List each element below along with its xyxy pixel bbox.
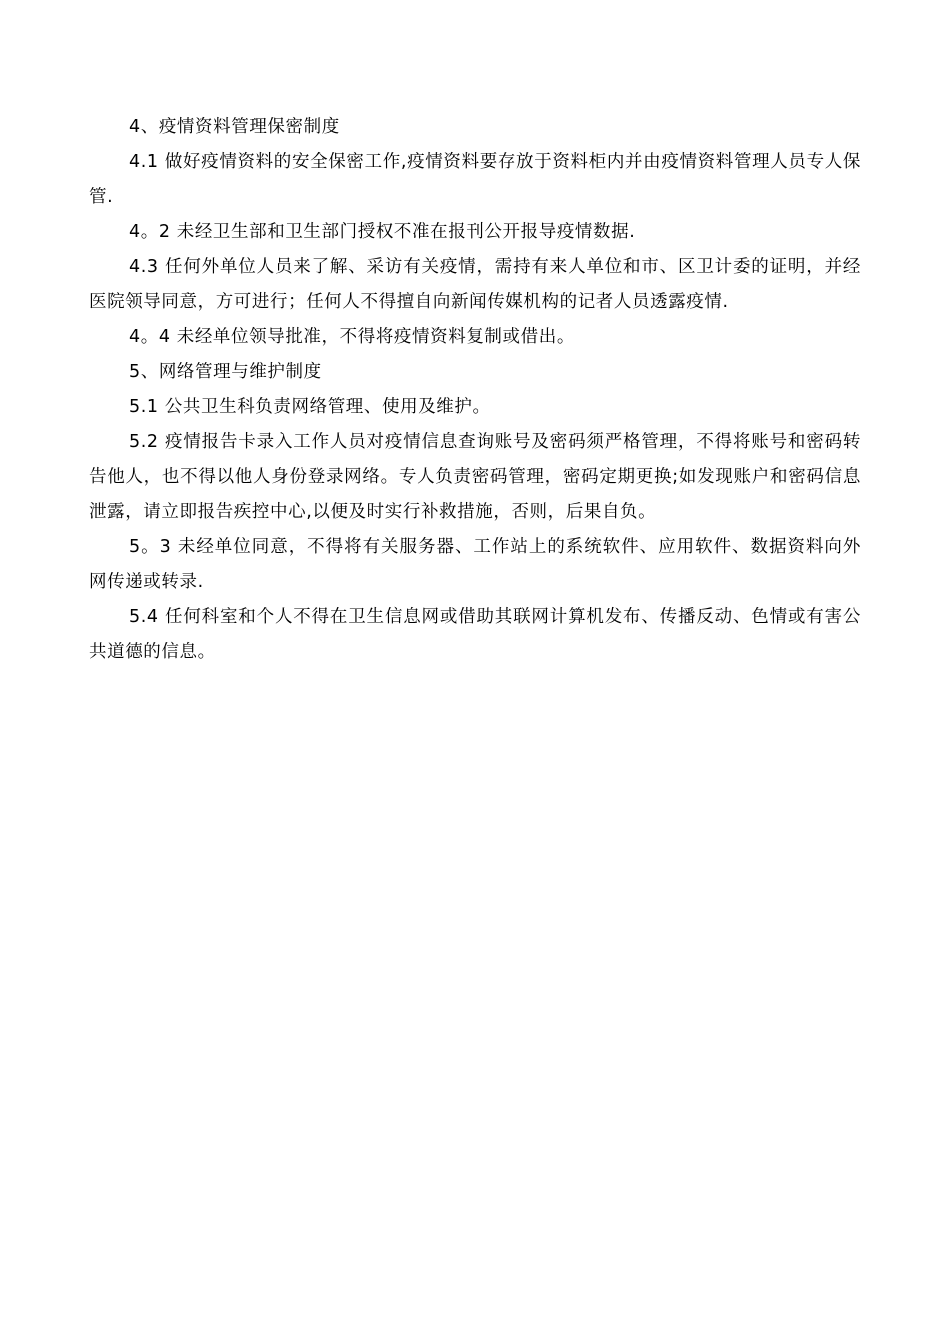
document-body [89, 110, 861, 670]
clause-4-2: 4。2 未经卫生部和卫生部门授权不准在报刊公开报导疫情数据. [129, 222, 636, 242]
section-heading-5: 5、网络管理与维护制度 [129, 362, 322, 382]
section-heading-4: 4、疫情资料管理保密制度 [129, 117, 340, 137]
clause-4-1: 4.1 做好疫情资料的安全保密工作,疫情资料要存放于资料柜内并由疫情资料管理人员专人保管. [89, 152, 861, 207]
clause-5-1: 5.1 公共卫生科负责网络管理、使用及维护。 [129, 397, 491, 417]
clause-5-3: 5。3 未经单位同意，不得将有关服务器、工作站上的系统软件、应用软件、数据资料向外网传递或转录. [89, 537, 861, 592]
clause-5-2: 5.2 疫情报告卡录入工作人员对疫情信息查询账号及密码须严格管理，不得将账号和密码转告他人，也不得以他人身份登录网络。专人负责密码管理，密码定期更换;如发现账户和密码信息泄露，请立即报告疾控中心,以便及时实行补救措施，否则，后果自负。 [89, 432, 861, 522]
clause-5-4: 5.4 任何科室和个人不得在卫生信息网或借助其联网计算机发布、传播反动、色情或有害公共道德的信息。 [89, 607, 861, 662]
clause-4-3: 4.3 任何外单位人员来了解、采访有关疫情，需持有来人单位和市、区卫计委的证明，并经医院领导同意，方可进行；任何人不得擅自向新闻传媒机构的记者人员透露疫情. [89, 257, 861, 312]
clause-4-4: 4。4 未经单位领导批准，不得将疫情资料复制或借出。 [129, 327, 575, 347]
